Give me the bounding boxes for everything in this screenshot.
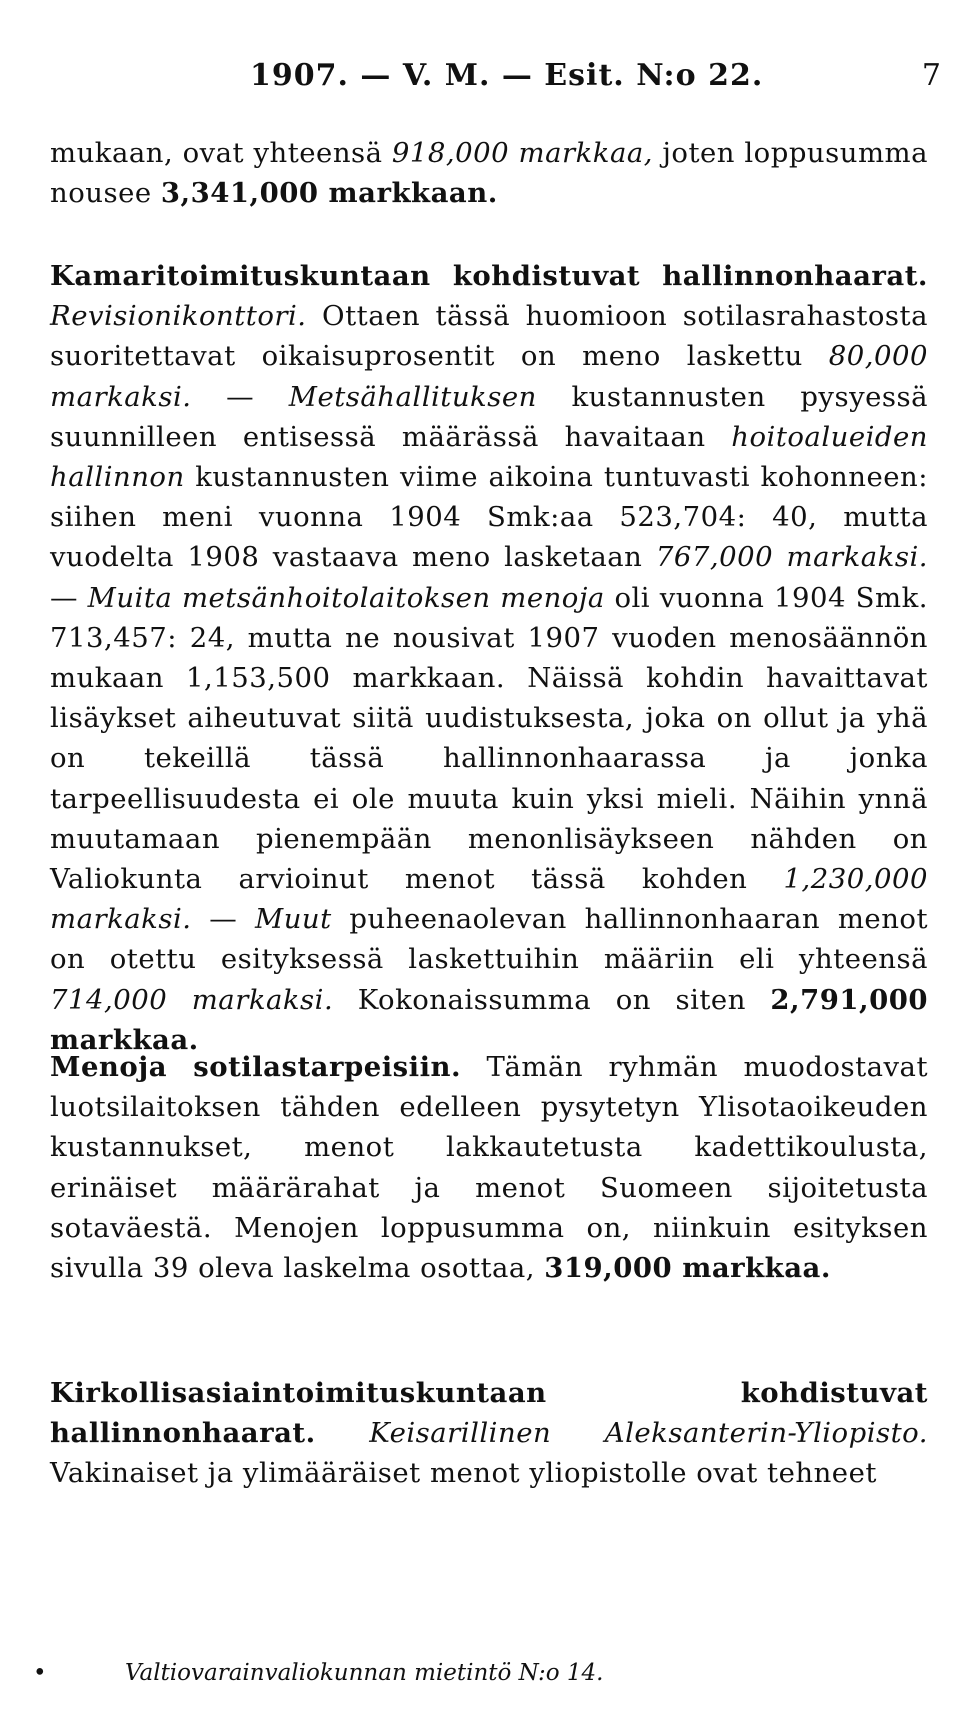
page-number: 7 xyxy=(921,58,942,93)
page-header xyxy=(0,58,960,98)
text-run: kustannusten viime aikoina tuntuvasti kohonneen: siihen meni vuonna 1904 Smk:aa 523,704: 40, mutta vuodelta 1908 vastaava meno lasketaan xyxy=(50,461,928,574)
text-run: Vakinaiset ja ylimääräiset menot yliopistolle ovat tehneet xyxy=(50,1457,877,1490)
bold-total: 3,341,000 markkaan. xyxy=(160,177,498,210)
italic-phrase: hoitoalueiden hallinnon xyxy=(50,420,928,494)
header-title: 1907. — V. M. — Esit. N:o 22. xyxy=(250,58,764,93)
italic-subheading: Keisarillinen Aleksanterin-Yliopisto. xyxy=(315,1417,928,1450)
italic-subheading: Muut xyxy=(255,903,332,936)
bold-total: 319,000 markkaa. xyxy=(544,1252,831,1285)
italic-amount: 80,000 markaksi. xyxy=(50,340,928,413)
italic-amount: 714,000 markaksi. xyxy=(50,983,334,1016)
text-run: — xyxy=(191,380,289,413)
footer-mark: • xyxy=(33,1660,47,1686)
italic-amount: 918,000 markkaa, xyxy=(391,137,653,169)
text-run: puheenaolevan hallinnonhaaran menot on otettu esityksessä laskettuihin määriin eli yhteensä xyxy=(50,903,929,976)
italic-subheading: Metsähallituksen xyxy=(288,380,537,413)
paragraph-kamaritoimituskunta xyxy=(50,256,928,1060)
page-footer xyxy=(0,1660,960,1690)
paragraph-sotilastarpeet xyxy=(50,1047,928,1288)
italic-amount: 1,230,000 markaksi. xyxy=(50,863,928,936)
italic-amount: 767,000 markaksi. xyxy=(655,541,928,574)
italic-subheading: Revisionikonttori. xyxy=(50,300,307,333)
text-run: kustannusten pysyessä suunnilleen entisessä määrässä havaitaan xyxy=(50,380,928,453)
text-run: Tämän ryhmän muodostavat luotsilaitoksen tähden edelleen pysytetyn Ylisotaoikeuden kustannukset, menot lakkautetusta kadettikoulusta, erinäiset määrärahat ja menot Suomeen sijoitetusta sotaväestä. Menojen loppusumma on, niinkuin esityksen sivulla 39 oleva laskelma osottaa, xyxy=(50,1051,928,1285)
text-run: joten loppusumma nousee xyxy=(50,137,929,210)
text-run: Kokonaissumma on siten xyxy=(333,983,771,1016)
section-heading: Kirkollisasiaintoimituskuntaan kohdistuvat hallinnonhaarat. xyxy=(50,1377,928,1450)
text-run: — xyxy=(50,581,88,614)
text-run: Ottaen tässä huomioon sotilasrahastosta suoritettavat oikaisuprosentit on meno laskettu xyxy=(50,300,928,373)
paragraph-continuation xyxy=(50,133,928,213)
text-run: oli vuonna 1904 Smk. 713,457: 24, mutta ne nousivat 1907 vuoden menosäännön mukaan 1,153,500 markkaan. Näissä kohdin havaittavat lisäykset aiheutuvat siitä uudistuksesta, joka on ollut ja yhä on tekeillä tässä hallinnonhaarassa ja jonka tarpeellisuudesta ei ole muuta kuin yksi mieli. Näihin ynnä muutamaan pienempään menonlisäykseen nähden on Valiokunta arvioinut menot tässä kohden xyxy=(50,581,929,896)
paragraph-kirkollisasiat xyxy=(50,1373,928,1494)
footer-text: Valtiovarainvaliokunnan mietintö N:o 14. xyxy=(125,1660,604,1686)
bold-total: 2,791,000 markkaa. xyxy=(50,983,928,1056)
section-heading: Kamaritoimituskuntaan kohdistuvat hallinnonhaarat. xyxy=(50,260,928,292)
text-run: mukaan, ovat yhteensä xyxy=(50,137,392,169)
text-run: — xyxy=(191,903,256,936)
section-heading: Menoja sotilastarpeisiin. xyxy=(50,1051,462,1083)
italic-subheading: Muita metsänhoitolaitoksen menoja xyxy=(87,581,605,614)
